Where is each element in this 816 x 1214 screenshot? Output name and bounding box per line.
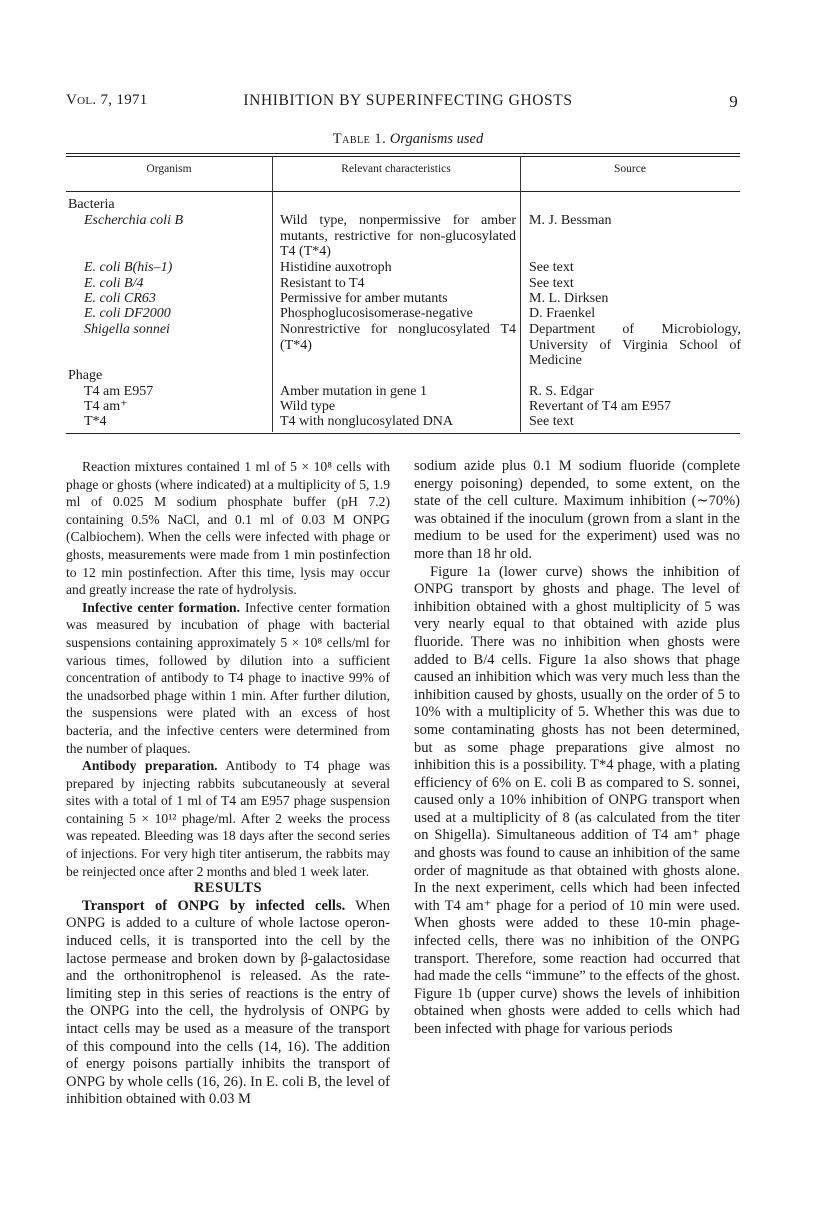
table-header-rule xyxy=(66,191,740,192)
run-in-heading: Transport of ONPG by infected cells. xyxy=(82,897,346,914)
table-col-divider-2 xyxy=(520,156,521,432)
table-header-characteristics: Relevant characteristics xyxy=(341,163,451,175)
table-row-source: See text xyxy=(529,260,574,275)
table-top-rule xyxy=(66,153,740,154)
section-heading-results: RESULTS xyxy=(193,880,263,897)
table-row-source: Revertant of T4 am E957 xyxy=(529,399,672,414)
table-row-organism: T4 am⁺ xyxy=(84,399,128,414)
methods-paragraph-infective-center: Infective center formation. Infective center formation was measured by incubation of phage with bacterial suspensions containing approximately 5 × 10⁸ cells/ml for various times, followed by dilution into a sufficient concentration of antibody to T4 phage to inactive 99% of the unadsorbed phage within 1 min. After further dilution, the suspensions were plated with an excess of host bacteria, and the infective centers were determined from the number of plaques. xyxy=(66,599,390,756)
table-row-organism: Escherchia coli B xyxy=(84,213,184,228)
table-row-organism: E. coli DF2000 xyxy=(84,306,171,321)
methods-paragraph-antibody: Antibody preparation. Antibody to T4 phage was prepared by injecting rabbits subcutaneously at several sites with a total of 1 ml of T4 am E957 phage suspension containing 5 × 10¹² phage/ml. After 2 weeks the process was repeated. Bleeding was 18 days after the second series of injections. For very high titer antiserum, the rabbits may be reinjected once after 2 months and bled 1 week later. xyxy=(66,758,391,879)
run-in-heading: Antibody preparation. xyxy=(82,758,218,774)
table-row-organism: E. coli B/4 xyxy=(84,276,144,291)
table-row-organism: E. coli CR63 xyxy=(84,291,156,306)
table-row-source: D. Fraenkel xyxy=(529,306,596,321)
table-row-characteristics: Amber mutation in gene 1 xyxy=(280,384,427,399)
table-section-bacteria: Bacteria xyxy=(68,197,115,212)
page-number: 9 xyxy=(729,92,738,111)
table-row-characteristics: Permissive for amber mutants xyxy=(280,291,448,306)
table-row-source: M. J. Bessman xyxy=(529,213,612,228)
results-paragraph-transport: Transport of ONPG by infected cells. When ONPG is added to a culture of whole lactose operon-induced cells, it is transported into the cell by the lactose permease and broken down by β-galactosidase and the orthonitrophenol is released. As the rate-limiting step in this series of reactions is the entry of the ONPG into the cell, the hydrolysis of ONPG by intact cells may be used as a measure of the transport of this compound into the cells (14, 16). The addition of energy poisons partially inhibits the transport of ONPG by whole cells (16, 26). In E. coli B, the level of inhibition obtained with 0.03 M xyxy=(66,897,390,1108)
table-row-characteristics: Wild type, nonpermissive for amber mutants, restrictive for non-glucosylated T4 (T*4) xyxy=(280,213,516,259)
body-column-right xyxy=(414,458,740,1039)
table-row-source: See text xyxy=(529,276,574,291)
table-header-source: Source xyxy=(614,163,646,175)
body-column-left xyxy=(66,458,390,1109)
table-caption-title: Organisms used xyxy=(389,131,484,147)
table-row-organism: Shigella sonnei xyxy=(84,322,170,337)
table-bottom-rule xyxy=(66,433,740,434)
results-paragraph-figure1: Figure 1a (lower curve) shows the inhibition of ONPG transport by ghosts and phage. The level of inhibition obtained with a ghost multiplicity of 5 was very nearly equal to that obtained with azide plus fluoride. There was no inhibition when ghosts were added to B/4 cells. Figure 1a also shows that phage caused an inhibition which was very much less than the inhibition caused by ghosts, usually on the order of 5 to 10% with a multiplicity of 5. Whether this was due to some contaminating ghosts has not been determined, but as some phage preparations give almost no inhibition this is a possibility. T*4 phage, with a plating efficiency of 6% on E. coli B as compared to S. sonnei, caused only a 10% inhibition of ONPG transport when used at a multiplicity of 8 (as calculated from the titer on Shigella). Simultaneous addition of T4 am⁺ phage and ghosts was found to cause an inhibition of the same order of magnitude as that obtained with ghosts alone. In the next experiment, cells which had been infected with T4 am⁺ phage for a period of 10 min were used. When ghosts were added to these 10-min phage-infected cells, there was no inhibition of the ONPG transport. Therefore, some reaction had occurred that had made the cells “immune” to the effects of the ghost. Figure 1b (upper curve) shows the levels of inhibition obtained when ghosts were added to cells which had been infected with phage for various periods xyxy=(414,563,740,1037)
table-row-source: Department of Microbiology, University of Virginia School of Medicine xyxy=(529,322,741,368)
table-header-organism: Organism xyxy=(146,163,192,175)
table-row-characteristics: Histidine auxotroph xyxy=(280,260,392,275)
results-paragraph-continued: sodium azide plus 0.1 M sodium fluoride (complete energy poisoning) depended, to some extent, on the state of the cell culture. Maximum inhibition (∼70%) was obtained if the inoculum (grown from a slant in the medium to be used for the experiment) used was no more than 18 hr old. xyxy=(414,458,740,562)
table-row-source: R. S. Edgar xyxy=(529,384,594,399)
table-row-characteristics: T4 with nonglucosylated DNA xyxy=(280,414,454,429)
table-caption xyxy=(0,131,816,148)
methods-paragraph-reaction: Reaction mixtures contained 1 ml of 5 × 10⁸ cells with phage or ghosts (where indicated) at a multiplicity of 5, 1.9 ml of 0.025 M sodium phosphate buffer (pH 7.2) containing 0.5% NaCl, and 0.1 ml of 0.03 M ONPG (Calbiochem). When the cells were infected with phage or ghosts, measurements were made from 1 min postinfection to 12 min postinfection. After this time, lysis may occur and greatly increase the rate of hydrolysis. xyxy=(66,459,390,598)
table-section-phage: Phage xyxy=(68,368,103,383)
table-row-source: M. L. Dirksen xyxy=(529,291,609,306)
running-header-title: INHIBITION BY SUPERINFECTING GHOSTS xyxy=(243,92,573,109)
table-top-rule-2 xyxy=(66,156,740,157)
table-row-source: See text xyxy=(529,414,574,429)
table-row-organism: T*4 xyxy=(84,414,107,429)
table-row-organism: E. coli B(his–1) xyxy=(84,260,173,275)
table-row-characteristics: Resistant to T4 xyxy=(280,276,365,291)
table-row-characteristics: Phosphoglucosisomerase-negative xyxy=(280,306,473,321)
table-caption-label: Table 1. xyxy=(332,131,387,147)
table-row-characteristics: Nonrestrictive for nonglucosylated T4 (T*4) xyxy=(280,322,516,353)
run-in-heading: Infective center formation. xyxy=(82,599,241,615)
table-row-organism: T4 am E957 xyxy=(84,384,154,399)
running-header-volume: Vol. 7, 1971 xyxy=(66,92,148,108)
table-row-characteristics: Wild type xyxy=(280,399,336,414)
